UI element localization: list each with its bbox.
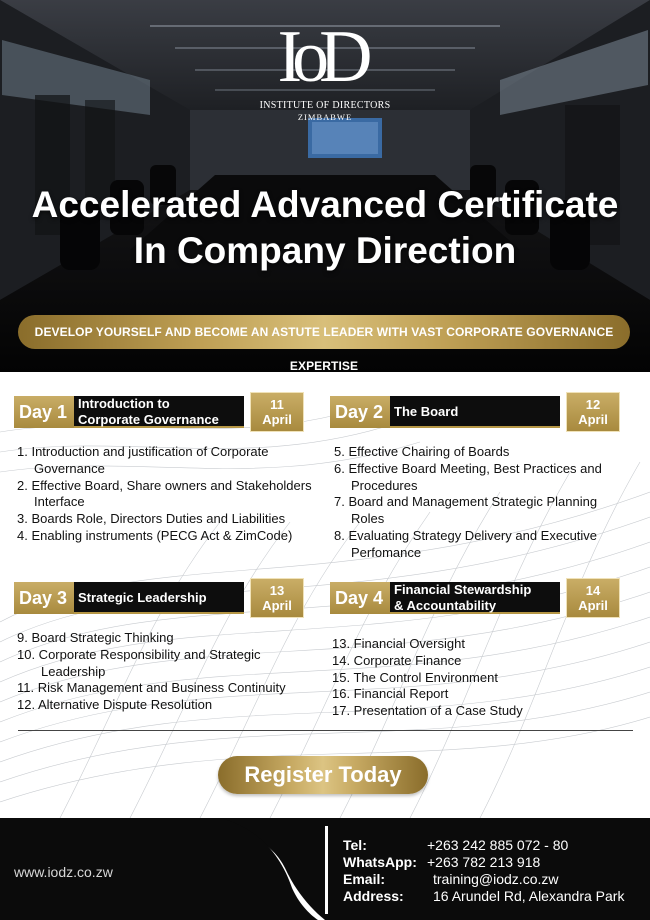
topic-item: 10. Corporate Responsibility and Strategic Leadership: [17, 646, 261, 679]
contact-row-whatsapp: [343, 854, 643, 871]
topic-item: 11. Risk Management and Business Continuity: [17, 680, 286, 696]
topic-item: 1. Introduction and justification of Corporate Governance: [17, 444, 269, 476]
footer-separator: [325, 826, 328, 914]
logo-country: ZIMBABWE: [297, 112, 353, 122]
register-today-button[interactable]: Register Today: [218, 756, 428, 794]
day-2-date-badge: [566, 392, 620, 432]
contact-value-address: 16 Arundel Rd, Alexandra Park: [433, 888, 625, 904]
website-link[interactable]: www.iodz.co.zw: [14, 864, 113, 880]
day-2-label: Day 2: [330, 396, 390, 428]
contact-value-whatsapp[interactable]: +263 782 213 918: [427, 854, 541, 870]
day-2-title: [394, 396, 458, 428]
day-4-label: Day 4: [330, 582, 390, 614]
day-4-date-badge: [566, 578, 620, 618]
topic-item: 14. Corporate Finance: [332, 652, 462, 668]
page-title-line-2: In Company Direction: [133, 230, 517, 271]
logo-organisation-name: INSTITUTE OF DIRECTORS: [259, 100, 391, 111]
day-3-topic-list: [17, 630, 317, 714]
topic-item: 13. Financial Oversight: [332, 636, 465, 651]
tagline-banner: DEVELOP YOURSELF AND BECOME AN ASTUTE LEADER WITH VAST CORPORATE GOVERNANCE EXPERTISE: [18, 315, 630, 349]
day-4-title: [394, 582, 531, 614]
contact-value-email[interactable]: training@iodz.co.zw: [433, 871, 559, 887]
day-2-title-line-1: The Board: [394, 404, 459, 419]
day-1-date-day: 11: [270, 397, 284, 412]
topic-item: 12. Alternative Dispute Resolution: [17, 697, 213, 713]
topic-item: 7. Board and Management Strategic Planning Roles: [334, 494, 598, 527]
day-3-date-day: 13: [269, 583, 285, 598]
day-1-title-line-2: Corporate Governance: [78, 412, 219, 427]
logo-mark: IoD: [277, 16, 363, 98]
day-2-topic-list: [334, 444, 630, 562]
day-4-title-line-2: & Accountability: [394, 598, 497, 613]
day-2-date-day: 12: [585, 397, 601, 412]
page-title: [0, 182, 650, 274]
iod-logo: [0, 18, 650, 122]
topic-item: 5. Effective Chairing of Boards: [334, 444, 510, 459]
day-2-date-month: April: [578, 412, 608, 427]
topic-item: 16. Financial Report: [332, 686, 449, 702]
day-1-topic-list: [17, 444, 317, 545]
day-4-topic-list: [332, 636, 632, 720]
day-4-title-line-1: Financial Stewardship: [394, 582, 532, 597]
day-1-header: [14, 392, 324, 430]
contact-label-whatsapp: WhatsApp:: [343, 854, 417, 870]
day-2-header: [330, 392, 640, 430]
topic-item: 9. Board Strategic Thinking: [17, 630, 174, 645]
contact-label-tel: Tel:: [343, 837, 367, 853]
day-1-date-month: April: [262, 412, 292, 427]
day-3-date-badge: [250, 578, 304, 618]
topic-item: 2. Effective Board, Share owners and Stakeholders Interface: [17, 477, 312, 510]
contact-value-tel[interactable]: +263 242 885 072 - 80: [427, 837, 569, 853]
topic-item: 15. The Control Environment: [332, 669, 498, 685]
topic-item: 6. Effective Board Meeting, Best Practices and Procedures: [334, 460, 602, 493]
programme-section: [0, 372, 650, 818]
contact-label-address: Address:: [343, 888, 404, 904]
day-3-title: [78, 582, 207, 614]
day-4-date-day: 14: [585, 583, 601, 598]
day-4-date-month: April: [578, 598, 608, 613]
day-1-label: Day 1: [14, 396, 74, 428]
day-1-title: [78, 396, 219, 428]
section-divider: [18, 730, 633, 731]
page-title-line-1: Accelerated Advanced Certificate: [31, 184, 619, 225]
day-3-date-month: April: [262, 598, 292, 613]
day-3-header: [14, 578, 324, 616]
hero-section: [0, 0, 650, 372]
topic-item: 4. Enabling instruments (PECG Act & ZimCode): [17, 527, 293, 543]
contact-label-email: Email:: [343, 871, 386, 887]
topic-item: 8. Evaluating Strategy Delivery and Executive Perfomance: [334, 527, 598, 560]
topic-item: 17. Presentation of a Case Study: [332, 703, 523, 719]
day-1-title-line-1: Introduction to: [78, 396, 170, 411]
day-3-label: Day 3: [14, 582, 74, 614]
contact-row-email: [343, 871, 643, 888]
contact-row-tel: [343, 837, 643, 854]
topic-item: 3. Boards Role, Directors Duties and Liabilities: [17, 511, 286, 527]
contact-row-address: [343, 888, 643, 905]
day-4-header: [330, 578, 640, 616]
footer: [0, 818, 650, 920]
day-3-title-line-1: Strategic Leadership: [78, 590, 207, 605]
day-1-date-badge: [250, 392, 304, 432]
